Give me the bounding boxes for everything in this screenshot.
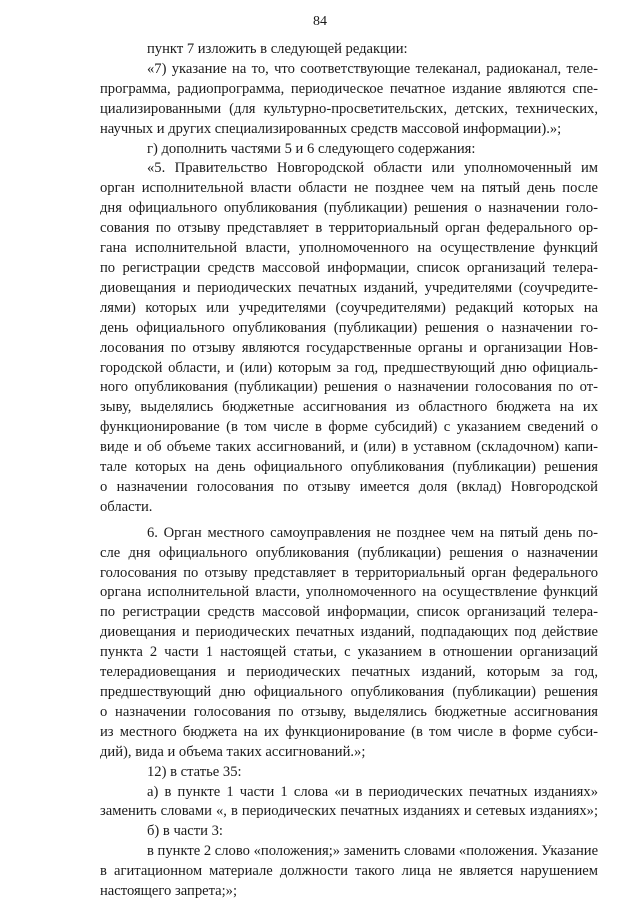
text-line: настоящего запрета;»; — [100, 883, 238, 900]
text-line: «7) указание на то, что соответствующие телеканал, радиоканал, теле- — [147, 60, 598, 77]
text-line: циализированными (для культурно-просветительских, детских, технических, — [100, 100, 598, 117]
document-body — [100, 40, 598, 902]
text-line: гана исполнительной власти, уполномоченного на осуществление функций — [100, 240, 598, 257]
text-line: зыву, выделялись бюджетные ассигнования из областного бюджета на их — [100, 399, 598, 416]
text-line: заменить словами «, в периодических печатных изданиях и сетевых изданиях»; — [100, 803, 598, 820]
text-line: по регистрации средств массовой информации, список организаций телера- — [100, 604, 598, 621]
text-line: предшествующий дню официального опубликования (публикации) решения — [100, 684, 598, 700]
text-line: сле дня официального опубликования (публикации) решения о назначении — [100, 544, 598, 561]
text-line: пункт 7 изложить в следующей редакции: — [147, 41, 408, 57]
text-line: а) в пункте 1 части 1 слова «и в периодических печатных изданиях» — [147, 783, 598, 800]
text-line: пункта 2 части 1 настоящей статьи, с указанием в отношении организаций — [100, 644, 598, 661]
text-line: по регистрации средств массовой информации, список организаций телера- — [100, 259, 598, 276]
text-line: функционирование (в том числе в форме субсидий) с указанием сведений о — [100, 419, 598, 436]
text-line: 6. Орган местного самоуправления не позднее чем на пятый день по- — [147, 524, 598, 541]
text-line: области. — [100, 498, 153, 515]
text-line: тале которых на день официального опубликования (публикации) решения — [100, 459, 598, 476]
text-line: диовещания и периодических печатных изданий, учредителями (соучредите- — [100, 279, 598, 296]
text-line: виде и об объеме таких ассигнований, и (или) в уставном (складочном) капи- — [100, 439, 598, 456]
text-line: лями) которых или учредителями (соучредителями) редакций которых на — [100, 299, 598, 316]
text-line: в пункте 2 слово «положения;» заменить словами «положения. Указание — [147, 843, 599, 860]
text-line: научных и других специализированных средств массовой информации).»; — [100, 120, 562, 137]
text-line: о назначении голосования по отзыву, выделялись бюджетные ассигнования — [100, 703, 598, 720]
text-line: день официального опубликования (публикации) решения о назначении го- — [100, 319, 598, 336]
text-line: сования по отзыву представляет в территориальный орган федерального ор- — [100, 220, 598, 237]
text-line: диовещания и периодических печатных изданий, подпадающих под действие — [100, 624, 598, 641]
text-line: лосования по отзыву являются государственные органы и организации Нов- — [100, 339, 598, 356]
text-line: б) в части 3: — [147, 823, 223, 840]
text-line: в агитационном материале должности такого лица не является нарушением — [100, 863, 598, 880]
page-number: 84 — [313, 14, 327, 29]
text-line: программа, радиопрограмма, периодическое печатное издание являются спе- — [100, 80, 598, 97]
text-line: о назначении голосования по отзыву имеется доля (вклад) Новгородской — [100, 478, 598, 495]
text-line: дня официального опубликования (публикации) решения о назначении голо- — [100, 200, 598, 217]
text-line: органа исполнительной власти, уполномоченного на осуществление функций — [100, 584, 598, 601]
text-line: г) дополнить частями 5 и 6 следующего содержания: — [147, 140, 476, 157]
text-line: из местного бюджета на их функционирование (в том числе в форме субси- — [100, 723, 598, 740]
text-line: «5. Правительство Новгородской области или уполномоченный им — [147, 160, 598, 177]
text-line: телерадиовещания и периодических печатных изданий, которым за год, — [100, 664, 598, 681]
text-line: дий), вида и объема таких ассигнований.»; — [100, 743, 366, 760]
text-line: 12) в статье 35: — [147, 763, 242, 780]
text-line: городской области, и (или) которым за год, предшествующий дню официаль- — [100, 359, 598, 376]
text-line: голосования по отзыву представляет в территориальный орган федерального — [100, 564, 598, 581]
text-line: ного опубликования (публикации) решения о назначении голосования по от- — [100, 379, 598, 396]
text-line: орган исполнительной власти области не позднее чем на пятый день после — [100, 180, 598, 197]
